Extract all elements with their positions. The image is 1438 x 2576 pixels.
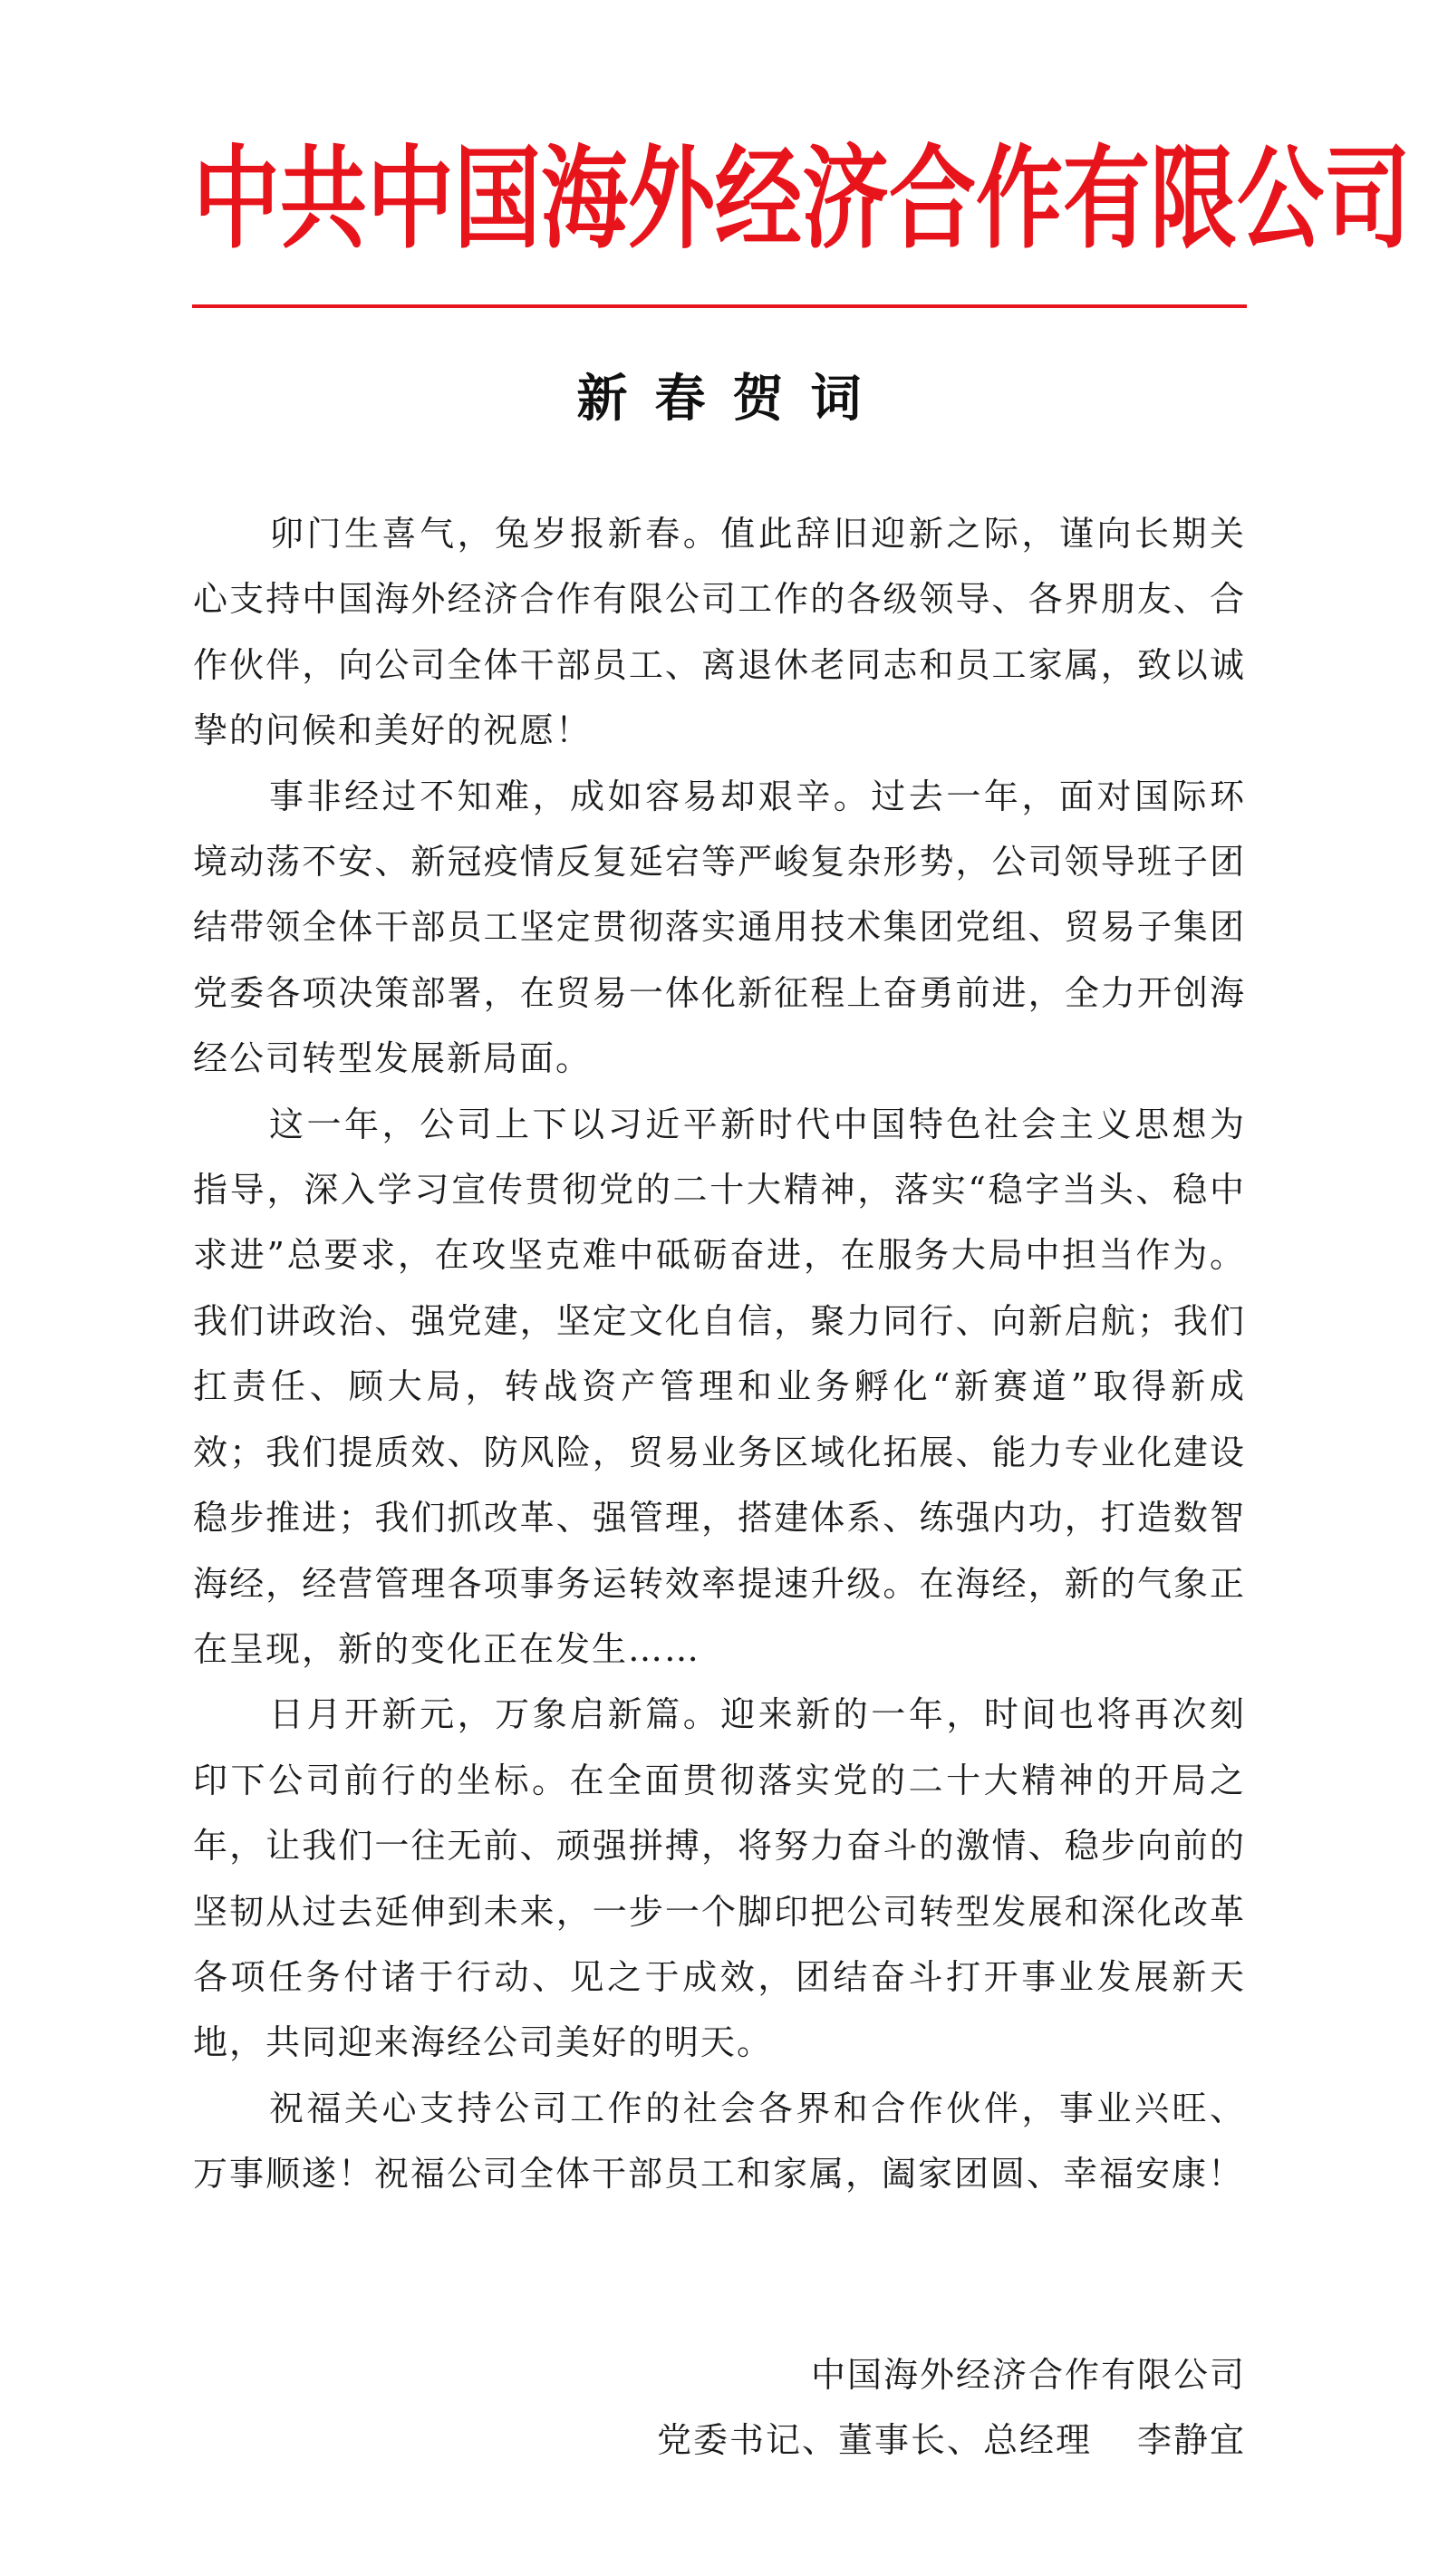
- signature-company: 中国海外经济合作有限公司: [810, 2355, 1246, 2395]
- signature-block: [657, 2342, 1246, 2473]
- letterhead-organization: 中共中国海外经济合作有限公司: [193, 134, 1411, 265]
- paragraph-2: 事非经过不知难，成如容易却艰辛。过去一年，面对国际环境动荡不安、新冠疫情反复延宕等严峻复杂形势，公司领导班子团结带领全体干部员工坚定贯彻落实通用技术集团党组、贸易子集团党委各项决策部署，在贸易一体化新征程上奋勇前进，全力开创海经公司转型发展新局面。: [193, 776, 1246, 1079]
- signature-line: [657, 2407, 1246, 2473]
- paragraph-1: 卯门生喜气，兔岁报新春。值此辞旧迎新之际，谨向长期关心支持中国海外经济合作有限公司工作的各级领导、各界朋友、合作伙伴，向公司全体干部员工、离退休老同志和员工家属，致以诚挚的问候和美好的祝愿！: [193, 514, 1246, 751]
- paragraph-3: 这一年，公司上下以习近平新时代中国特色社会主义思想为指导，深入学习宣传贯彻党的二十大精神，落实“稳字当头、稳中求进”总要求，在攻坚克难中砥砺奋进，在服务大局中担当作为。我们讲政治、强党建，坚定文化自信，聚力同行、向新启航；我们扛责任、顾大局，转战资产管理和业务孵化“新赛道”取得新成效；我们提质效、防风险，贸易业务区域化拓展、能力专业化建设稳步推进；我们抓改革、强管理，搭建体系、练强内功，打造数智海经，经营管理各项事务运转效率提速升级。在海经，新的气象正在呈现，新的变化正在发生……: [193, 1104, 1246, 1669]
- letter-body: [193, 501, 1246, 2207]
- signature-name: 李静宜: [1136, 2420, 1246, 2460]
- signature-position: 党委书记、董事长、总经理: [656, 2420, 1092, 2460]
- paragraph-5: 祝福关心支持公司工作的社会各界和合作伙伴，事业兴旺、万事顺遂！祝福公司全体干部员工和家属，阖家团圆、幸福安康！: [193, 2088, 1246, 2195]
- document-title: 新春贺词: [576, 369, 889, 429]
- paragraph-4: 日月开新元，万象启新篇。迎来新的一年，时间也将再次刻印下公司前行的坐标。在全面贯彻落实党的二十大精神的开局之年，让我们一往无前、顽强拼搏，将努力奋斗的激情、稳步向前的坚韧从过去延伸到未来，一步一个脚印把公司转型发展和深化改革各项任务付诸于行动、见之于成效，团结奋斗打开事业发展新天地，共同迎来海经公司美好的明天。: [193, 1694, 1246, 2063]
- letterhead-divider: [192, 304, 1247, 308]
